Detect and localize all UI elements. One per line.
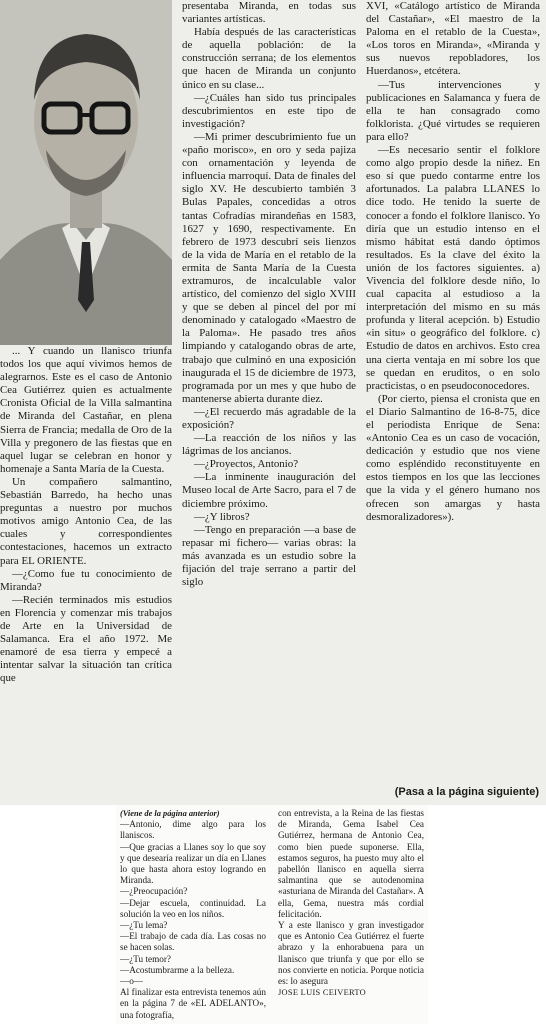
question-paragraph: —¿Proyectos, Antonio?: [194, 458, 299, 471]
separator: —o—: [120, 976, 143, 987]
intro-paragraph: ... Y cuando un llanisco triunfa todos los que aquí vivimos hemos de alegrarnos. Este es el caso de Antonio Cea Gutiérrez quien es actualmente Cronista Oficial de la Villa salmantina de Miranda del Castañar, en plena Sierra de Francia; medalla de Oro de la Villa y pregonero de las fiestas que en aquel lugar se celebran en honor y homenaje a Santa María de la Cuesta.: [0, 345, 172, 475]
article-column-2: [182, 0, 356, 589]
answer-paragraph: —Tengo en preparación —a base de repasar mi fichero— varias obras: la más avanzada es un estudio sobre la fijación del traje serrano a partir del siglo: [182, 523, 356, 589]
portrait-illustration: [0, 0, 172, 345]
list-item: —Que gracias a Llanes soy lo que soy y que desearía realizar un día en Llanes lo que hasta ahora estoy logrando en Miranda.: [120, 841, 266, 886]
answer-paragraph: —Es necesario sentir el folklore como algo propio desde la niñez. En eso sí que puedo contarme entre los afortunados. La palabra LLANES lo dice todo. He tenido la suerte de conocer a fondo el folklore llanisco. Yo diría que un estudio intenso en el mismo hábitat está dando óptimos resultados. Es la clave del éxito la unión de los factores siguientes. a) Vivencia del folklore desde niño, lo cual capacita al estudioso a la interpretación del mismo en su más profunda y literal acepción. b) Estudio «in situ» o geográfico del folklore. c) Estudio de datos en archivos. Esto crea una cierta ventaja en mí sobre los que se quedan en eruditos, o en solo practicistas, o en pseudoconocedores.: [366, 144, 540, 392]
body-paragraph: Y a este llanisco y gran investigador que es Antonio Cea Gutiérrez el fuerte abrazo y la enhorabuena para un llanisco que triunfa y que por ello se nos convierte en noticia. Porque noticia es: lo asegura: [278, 920, 424, 987]
body-paragraph: Un compañero salmantino, Sebastián Barredo, ha hecho unas preguntas a nuestro por muchos motivos amigo Antonio Cea, de las cuales y correspondientes contestaciones, hacemos un extracto para EL ORIENTE.: [0, 475, 172, 567]
article-column-1: [0, 0, 172, 685]
continued-clipping: [116, 805, 428, 1024]
body-paragraph: Al finalizar esta entrevista tenemos aún en la página 7 de «EL ADELANTO», una fotografía,: [120, 987, 266, 1020]
author-signature: JOSE LUIS CEIVERTO: [278, 988, 367, 998]
list-item: —¿Tu temor?: [120, 953, 171, 964]
quote-paragraph: (Por cierto, piensa el cronista que en el Diario Salmantino de 16-8-75, dice el periodista Enrique de Sena: «Antonio Cea es un caso de vocación, dedicación y estudio que nos viene como espléndido reconstituyente en estos tiempos en los que las lecciones que la vida y el género humano nos ofrecen son amargas y hasta desmoralizadores»).: [366, 392, 540, 523]
list-item: —Dejar escuela, continuidad. La solución la veo en los niños.: [120, 897, 266, 919]
body-paragraph: Había después de las características de aquella población: de la construcción serrana; de los elementos que hacen de Miranda un conjunto único en su clase...: [182, 26, 356, 91]
list-item: —Antonio, dime algo para los llaniscos.: [120, 819, 266, 841]
continued-header: (Viene de la página anterior): [120, 809, 220, 818]
answer-paragraph: —La reacción de los niños y las lágrimas de los ancianos.: [182, 432, 356, 458]
body-paragraph: con entrevista, a la Reina de las fiestas de Miranda, Gema Isabel Cea Gutiérrez, hermana de Antonio Cea, como bien puede suponerse. Ella, estamos seguros, ha puesto muy alto el pabellón llanisco en aquella sierra salmantina que se autodenomina «asturiana de Miranda del Castañar». A ella, Gema, nuestra más cordial felicitación.: [278, 808, 424, 919]
list-item: —¿Tu lema?: [120, 920, 168, 931]
question-paragraph: —Tus intervenciones y publicaciones en Salamanca y fuera de ella te han consagrado como folklorista. ¿Qué virtudes se requieren para ello?: [366, 78, 540, 143]
question-paragraph: —¿Como fue tu conocimiento de Miranda?: [0, 567, 172, 593]
list-item: —El trabajo de cada día. Las cosas no se hacen solas.: [120, 931, 266, 953]
question-paragraph: —¿Cuáles han sido tus principales descubrimientos en este tipo de investigación?: [182, 91, 356, 130]
portrait-photo: [0, 0, 172, 345]
body-paragraph: presentaba Miranda, en todas sus variantes artísticas.: [182, 0, 356, 26]
question-paragraph: —¿Y libros?: [194, 510, 250, 523]
list-item: —¿Preocupación?: [120, 886, 188, 897]
continuation-note: (Pasa a la página siguiente): [394, 786, 539, 798]
answer-paragraph: —Mi primer descubrimiento fue un «paño morisco», en oro y seda pajiza con ornamentación y leyenda de influencia marroquí. Data de finales del siglo XV. He descubierto también 3 Bulas Papales, concedidas a otros tantas Cofradías mirandeñas en 1583, 1627 y 1690, respectivamente. En febrero de 1973 descubrí seis lienzos de la vida de María en el retablo de la ermita de Santa María de la Cuesta extramuros, de incalculable valor artístico, del comienzo del siglo XVIII y que se deben al pincel del por mí denominado y catalogado «Maestro de la Paloma». He pasado tres años limpiando y catalogando obras de arte, trabajo que culminó en una exposición inaugurada el 15 de diciembre de 1973, programada por un mes y que hubo de mantenerse abierta durante diez.: [182, 130, 356, 405]
continued-column-1: [120, 808, 266, 1021]
article-column-3: [366, 0, 540, 524]
answer-paragraph: —La inminente inauguración del Museo local de Arte Sacro, para el 7 de diciembre próximo.: [182, 471, 356, 510]
list-item: —Acostumbrarme a la belleza.: [120, 964, 235, 975]
continued-column-2: [278, 808, 424, 998]
question-paragraph: —¿El recuerdo más agradable de la exposición?: [182, 405, 356, 431]
body-paragraph: XVI, «Catálogo artístico de Miranda del Castañar», «El maestro de la Paloma en el retablo de la Cuesta», «Los toros en Miranda», «Miranda y sus nuevos repobladores, los Huerdanos», etcétera.: [366, 0, 540, 78]
answer-paragraph: —Recién terminados mis estudios en Florencia y comenzar mis trabajos de Arte en la Universidad de Salamanca. Era el año 1972. Me enamoré de esa tierra y empecé a intentar salvar la situación tan crítica que: [0, 593, 172, 685]
